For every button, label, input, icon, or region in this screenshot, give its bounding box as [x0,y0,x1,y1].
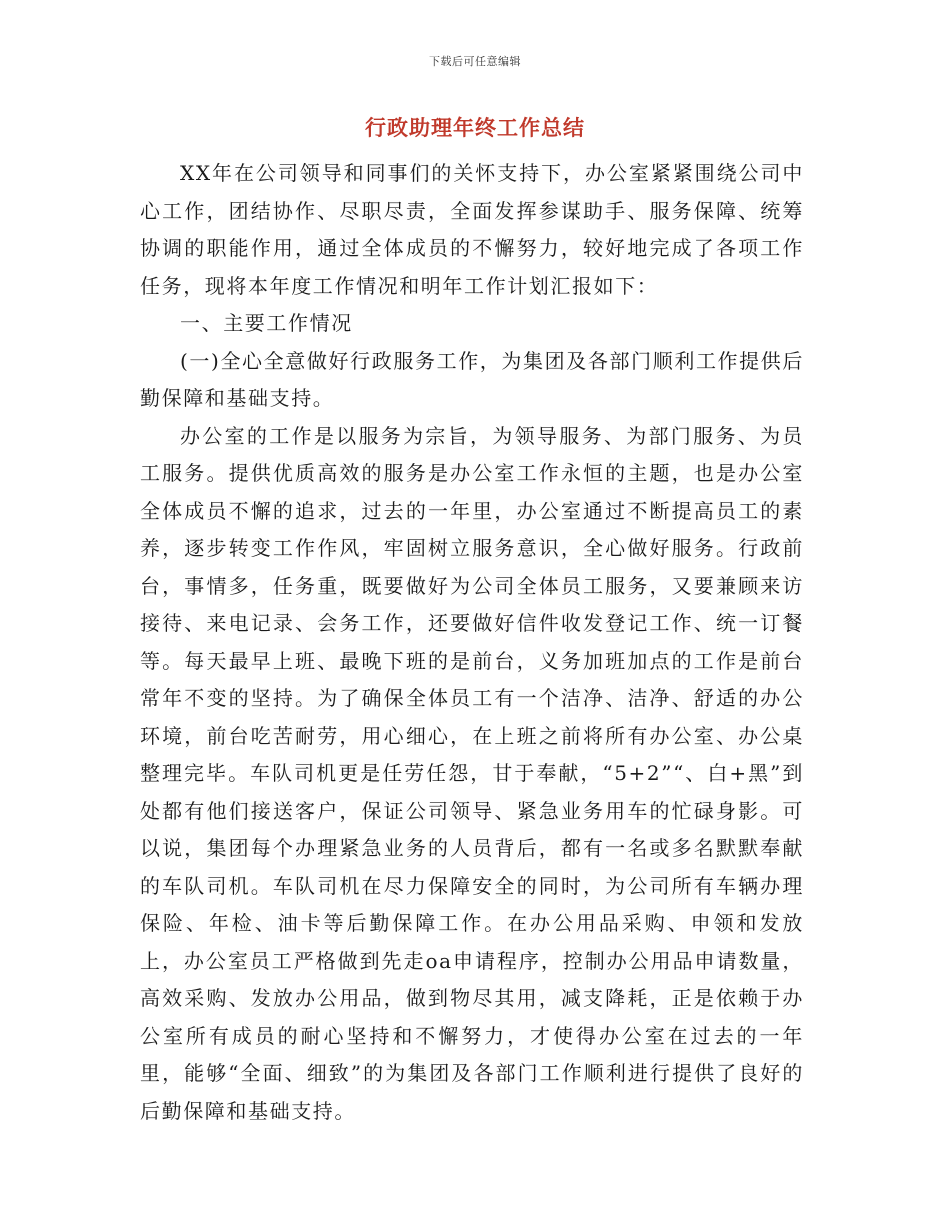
paragraph-intro: XX年在公司领导和同事们的关怀支持下，办公室紧紧围绕公司中心工作，团结协作、尽职尽责，全面发挥参谋助手、服务保障、统筹协调的职能作用，通过全体成员的不懈努力，较好地完成了各项工作任务，现将本年度工作情况和明年工作计划汇报如下： [140,161,804,298]
subsection-heading: (一)全心全意做好行政服务工作，为集团及各部门顺利工作提供后勤保障和基础支持。 [140,348,804,410]
document-body [140,155,804,1130]
header-note: 下载后可任意编辑 [429,55,521,68]
document-title: 行政助理年终工作总结 [365,116,585,140]
section-heading: 一、主要工作情况 [180,311,353,335]
paragraph-body: 办公室的工作是以服务为宗旨，为领导服务、为部门服务、为员工服务。提供优质高效的服务是办公室工作永恒的主题，也是办公室全体成员不懈的追求，过去的一年里，办公室通过不断提高员工的素养，逐步转变工作作风，牢固树立服务意识，全心做好服务。行政前台，事情多，任务重，既要做好为公司全体员工服务，又要兼顾来访接待、来电记录、会务工作，还要做好信件收发登记工作、统一订餐等。每天最早上班、最晚下班的是前台，义务加班加点的工作是前台常年不变的坚持。为了确保全体员工有一个洁净、洁净、舒适的办公环境，前台吃苦耐劳，用心细心，在上班之前将所有办公室、办公桌整理完毕。车队司机更是任劳任怨，甘于奉献，“5+2”“、白+黑”到处都有他们接送客户，保证公司领导、紧急业务用车的忙碌身影。可以说，集团每个办理紧急业务的人员背后，都有一名或多名默默奉献的车队司机。车队司机在尽力保障安全的同时，为公司所有车辆办理保险、年检、油卡等后勤保障工作。在办公用品采购、申领和发放上，办公室员工严格做到先走oa申请程序，控制办公用品申请数量，高效采购、发放办公用品，做到物尽其用，减支降耗，正是依赖于办公室所有成员的耐心坚持和不懈努力，才使得办公室在过去的一年里，能够“全面、细致”的为集团及各部门工作顺利进行提供了良好的后勤保障和基础支持。 [140,423,804,1123]
